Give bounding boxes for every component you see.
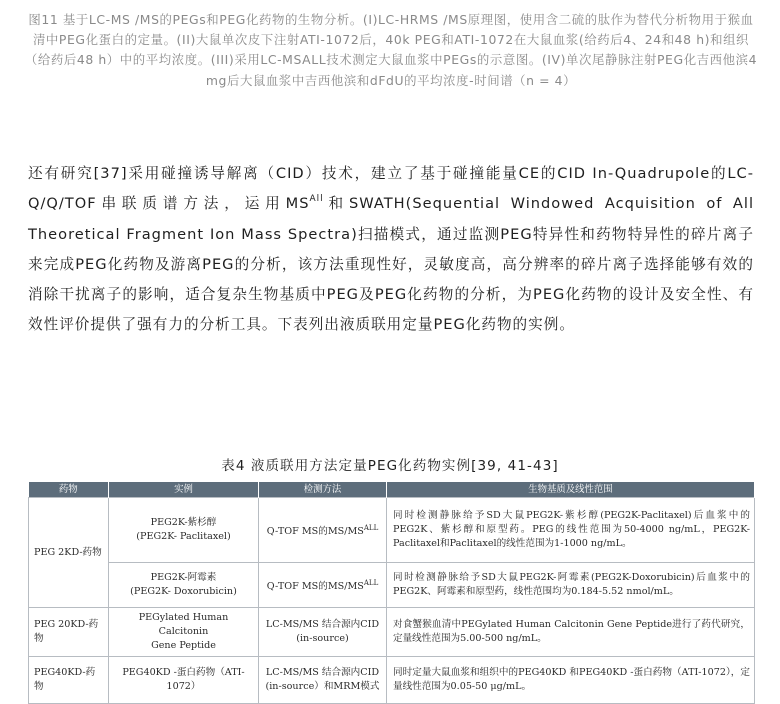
method-text: Q-TOF MS的MS/MS [266, 581, 364, 593]
cell-range: 同时检测静脉给予SD大鼠PEG2K-阿霉素(PEG2K-Doxorubicin)后血浆中的PEG2K、阿霉素和原型药，线性范围均为0.184-5.52 nmol/mL。 [387, 563, 755, 608]
table-header-row [29, 482, 755, 498]
cell-method [259, 563, 387, 608]
cell-method: LC-MS/MS 结合源内CID (in-source) [259, 608, 387, 657]
cell-drug: PEG 2KD-药物 [29, 498, 109, 608]
table-row [29, 498, 755, 563]
cell-drug: PEG 20KD-药物 [29, 608, 109, 657]
header-drug: 药物 [29, 482, 109, 498]
examples-table [28, 482, 755, 704]
cell-range: 同时定量大鼠血浆和组织中的PEG40KD 和PEG40KD -蛋白药物（ATI-1072），定量线性范围为0.05-50 μg/mL。 [387, 657, 755, 704]
header-range: 生物基质及线性范围 [387, 482, 755, 498]
body-paragraph [28, 159, 754, 341]
cell-example: PEG2K-阿霉素 (PEG2K- Doxorubicin) [109, 563, 259, 608]
table-row [29, 608, 755, 657]
cell-method: LC-MS/MS 结合源内CID (in-source）和MRM模式 [259, 657, 387, 704]
cell-method [259, 498, 387, 563]
paragraph-text-1: 还有研究[37]采用碰撞诱导解离（CID）技术，建立了基于碰撞能量CE的CID In-Quadrupole的LC-Q/Q/TOF串联质谱方法，运用MS [28, 165, 754, 213]
table-title: 表4 液质联用方法定量PEG化药物实例[39, 41-43] [221, 458, 559, 474]
method-superscript: ALL [363, 578, 379, 587]
table-row [29, 563, 755, 608]
cell-example: PEGylated Human Calcitonin Gene Peptide [109, 608, 259, 657]
cell-range: 对食蟹猴血清中PEGylated Human Calcitonin Gene Peptide进行了药代研究，定量线性范围为5.00-500 ng/mL。 [387, 608, 755, 657]
cell-drug: PEG40KD-药物 [29, 657, 109, 704]
cell-example: PEG40KD -蛋白药物（ATI- 1072） [109, 657, 259, 704]
method-text: Q-TOF MS的MS/MS [266, 526, 364, 538]
paragraph-superscript: All [309, 194, 324, 205]
header-example: 实例 [109, 482, 259, 498]
cell-range: 同时检测静脉给予SD大鼠PEG2K-紫杉醇(PEG2K-Paclitaxel)后血浆中的PEG2K、紫杉醇和原型药。PEG的线性范围为50-4000 ng/mL，PEG2K- Paclitaxel和Paclitaxel的线性范围为1-1000 ng/mL。 [387, 498, 755, 563]
paragraph-text-2: 和SWATH(Sequential Windowed Acquisition of All Theoretical Fragment Ion Mass Spectra)扫描模式，通过监测PEG特异性和药物特异性的碎片离子来完成PEG化药物及游离PEG的分析，该方法重现性好，灵敏度高，高分辨率的碎片离子选择能够有效的消除干扰离子的影响，适合复杂生物基质中PEG及PEG化药物的分析，为PEG化药物的设计及安全性、有效性评价提供了强有力的分析工具。下表列出液质联用定量PEG化药物的实例。 [28, 195, 754, 334]
method-superscript: ALL [363, 523, 379, 532]
cell-example: PEG2K-紫杉醇 (PEG2K- Paclitaxel) [109, 498, 259, 563]
header-method: 检测方法 [259, 482, 387, 498]
figure-caption: 图11 基于LC-MS /MS的PEGs和PEG化药物的生物分析。(I)LC-HRMS /MS原理图，使用含二硫的肽作为替代分析物用于猴血清中PEG化蛋白的定量。(II)大鼠单次皮下注射ATI-1072后，40k PEG和ATI-1072在大鼠血浆(给药后4、24和48 h)和组织（给药后48 h）中的平均浓度。(III)采用LC-MSALL技术测定大鼠血浆中PEGs的示意图。(IV)单次尾静脉注射PEG化吉西他滨4 mg后大鼠血浆中吉西他滨和dFdU的平均浓度-时间谱（n = 4） [24, 12, 758, 88]
table-row [29, 657, 755, 704]
